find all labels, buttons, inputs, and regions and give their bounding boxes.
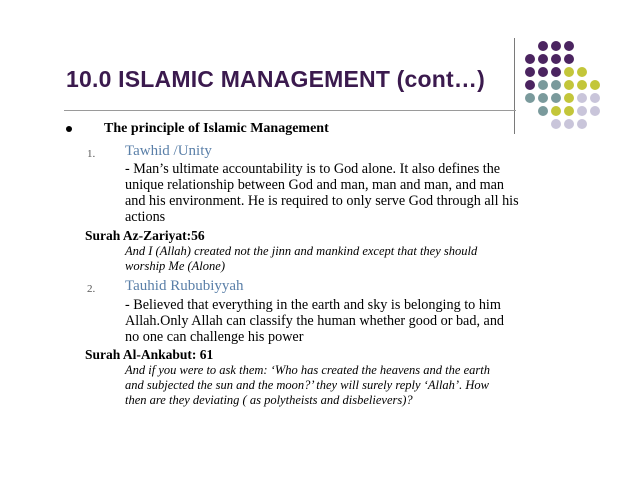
- decorative-dot: [577, 93, 587, 103]
- decorative-dot: [538, 41, 548, 51]
- item-name-tauhid-rububiyyah: Tauhid Rububiyyah: [125, 278, 244, 294]
- item-text-line: no one can challenge his power: [125, 329, 304, 345]
- decorative-dot: [538, 106, 548, 116]
- decorative-dot: [538, 80, 548, 90]
- decorative-dot: [564, 119, 574, 129]
- title-underline: [64, 110, 516, 111]
- decorative-dot: [564, 106, 574, 116]
- item-text-line: Allah.Only Allah can classify the human whether good or bad, and: [125, 313, 505, 329]
- decorative-dot: [551, 54, 561, 64]
- surah-quote-line: And if you were to ask them: ‘Who has created the heavens and the earth: [125, 363, 490, 377]
- decorative-dot: [590, 80, 600, 90]
- decorative-dot: [551, 106, 561, 116]
- surah-quote-line: And I (Allah) created not the jinn and mankind except that they should: [125, 244, 478, 258]
- decorative-dot: [590, 106, 600, 116]
- item-number: 1.: [87, 148, 96, 160]
- decorative-dot: [525, 54, 535, 64]
- surah-quote-line: and subjected the sun and the moon?’ they will surely reply ‘Allah’. How: [125, 378, 489, 392]
- decorative-dot: [577, 80, 587, 90]
- principle-heading: The principle of Islamic Management: [104, 121, 329, 136]
- slide-title: 10.0 ISLAMIC MANAGEMENT (cont…): [66, 66, 485, 92]
- surah-reference: Surah Al-Ankabut: 61: [85, 347, 214, 362]
- decorative-dot: [564, 80, 574, 90]
- decorative-dot: [525, 80, 535, 90]
- vertical-rule: [514, 38, 515, 134]
- decorative-dot: [577, 67, 587, 77]
- decorative-dot: [525, 67, 535, 77]
- decorative-dot: [551, 41, 561, 51]
- decorative-dot: [551, 67, 561, 77]
- decorative-dot: [577, 119, 587, 129]
- item-text-line: and his environment. He is required to only serve God through all his: [125, 193, 519, 209]
- surah-quote-line: worship Me (Alone): [125, 259, 225, 273]
- decorative-dot: [538, 54, 548, 64]
- decorative-dot: [551, 93, 561, 103]
- item-text-line: actions: [125, 209, 166, 225]
- decorative-dot: [577, 106, 587, 116]
- item-text-line: - Believed that everything in the earth and sky is belonging to him: [125, 297, 501, 313]
- decorative-dot: [525, 93, 535, 103]
- item-text-line: - Man’s ultimate accountability is to God alone. It also defines the: [125, 161, 501, 177]
- item-name-tawhid: Tawhid /Unity: [125, 143, 212, 159]
- decorative-dot: [551, 80, 561, 90]
- decorative-dot: [564, 93, 574, 103]
- surah-quote-line: then are they deviating ( as polytheists and disbelievers)?: [125, 393, 413, 407]
- decorative-dot: [590, 93, 600, 103]
- item-number: 2.: [87, 283, 96, 295]
- decorative-dot: [551, 119, 561, 129]
- decorative-dot: [538, 67, 548, 77]
- bullet-dot: [66, 126, 72, 132]
- decorative-dot: [564, 41, 574, 51]
- decorative-dot: [564, 54, 574, 64]
- item-text-line: unique relationship between God and man, man and man, and man: [125, 177, 505, 193]
- decorative-dot: [564, 67, 574, 77]
- surah-reference: Surah Az-Zariyat:56: [85, 228, 205, 243]
- decorative-dot: [538, 93, 548, 103]
